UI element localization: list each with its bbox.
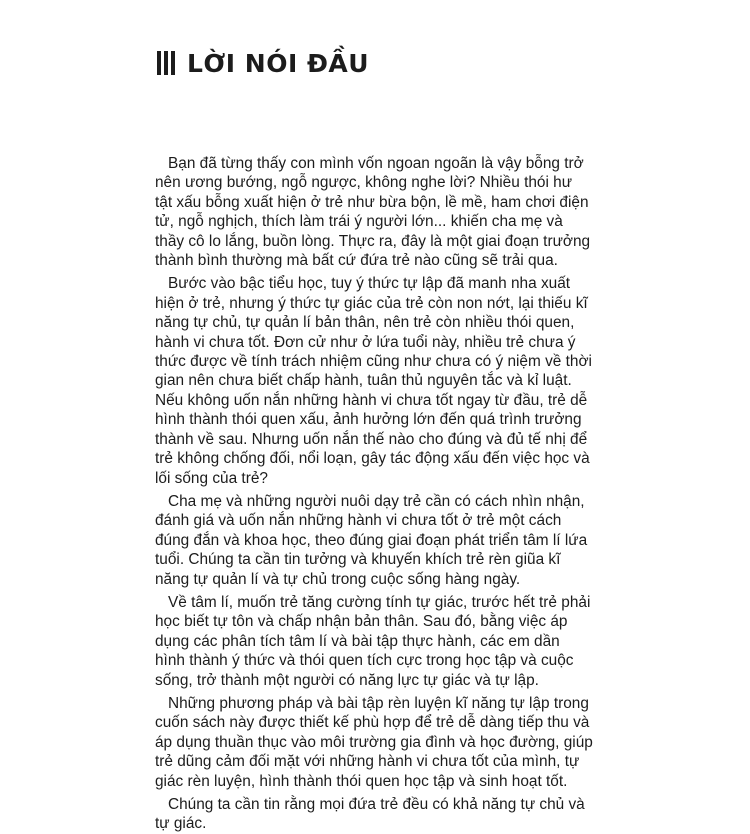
page-title: LỜI NÓI ĐẦU [187,48,370,78]
paragraph-5: Những phương pháp và bài tập rèn luyện kĩ năng tự lập trong cuốn sách này được thiết kế phù hợp để trẻ dễ dàng tiếp thu và áp dụng thuần thục vào môi trường gia đình và học đường, giúp trẻ dũng cảm đối mặt với những hành vi chưa tốt của mình, tự giác rèn luyện, hình thành thói quen học tập và sinh hoạt tốt. [155,694,593,790]
marker-bar [157,51,161,75]
section-heading [157,46,369,80]
paragraph-1: Bạn đã từng thấy con mình vốn ngoan ngoãn là vậy bỗng trở nên ương bướng, ngỗ ngược, không nghe lời? Nhiều thói hư tật xấu bỗng xuất hiện ở trẻ như bừa bộn, lề mề, ham chơi điện tử, ngỗ nghịch, thích làm trái ý người lớn... khiến cha mẹ và thầy cô lo lắng, buồn lòng. Thực ra, đây là một giai đoạn trưởng thành bình thường mà bất cứ đứa trẻ nào cũng sẽ trải qua. [155,155,591,270]
paragraph-6: Chúng ta cần tin rằng mọi đứa trẻ đều có khả năng tự chủ và tự giác. [155,796,585,833]
triple-bar-marker-icon [157,51,175,75]
paragraph-4: Về tâm lí, muốn trẻ tăng cường tính tự giác, trước hết trẻ phải học biết tự tôn và chấp nhận bản thân. Sau đó, bằng việc áp dụng các phân tích tâm lí và bài tập thực hành, các em dần hình thành ý thức và thói quen tích cực trong học tập và cuộc sống, trở thành một người có năng lực tự giác và tự lập. [155,593,591,689]
paragraph-3: Cha mẹ và những người nuôi dạy trẻ cần có cách nhìn nhận, đánh giá và uốn nắn những hành vi chưa tốt ở trẻ một cách đúng đắn và khoa học, theo đúng giai đoạn phát triển tâm lí lứa tuổi. Chúng ta cần tin tưởng và khuyến khích trẻ rèn giũa kĩ năng tự quản lí và tự chủ trong cuộc sống hàng ngày. [155,492,588,588]
marker-bar [171,51,175,75]
marker-bar [164,51,168,75]
paragraph-2: Bước vào bậc tiểu học, tuy ý thức tự lập đã manh nha xuất hiện ở trẻ, nhưng ý thức tự giác của trẻ còn non nớt, lại thiếu kĩ năng tự chủ, tự quản lí bản thân, nên trẻ còn nhiều thói quen, hành vi chưa tốt. Đơn cử như ở lứa tuổi này, nhiều trẻ chưa ý thức được về tính trách nhiệm cũng như chưa có ý niệm về thời gian nên chưa biết chấp hành, tuân thủ nguyên tắc và kỉ luật. Nếu không uốn nắn những hành vi chưa tốt ngay từ đầu, trẻ dễ hình thành thói quen xấu, ảnh hưởng lớn đến quá trình trưởng thành về sau. Nhưng uốn nắn thế nào cho đúng và đủ tế nhị để trẻ không chống đối, nổi loạn, gây tác động xấu đến việc học và lối sống của trẻ? [155,275,592,487]
body-text [155,154,593,834]
